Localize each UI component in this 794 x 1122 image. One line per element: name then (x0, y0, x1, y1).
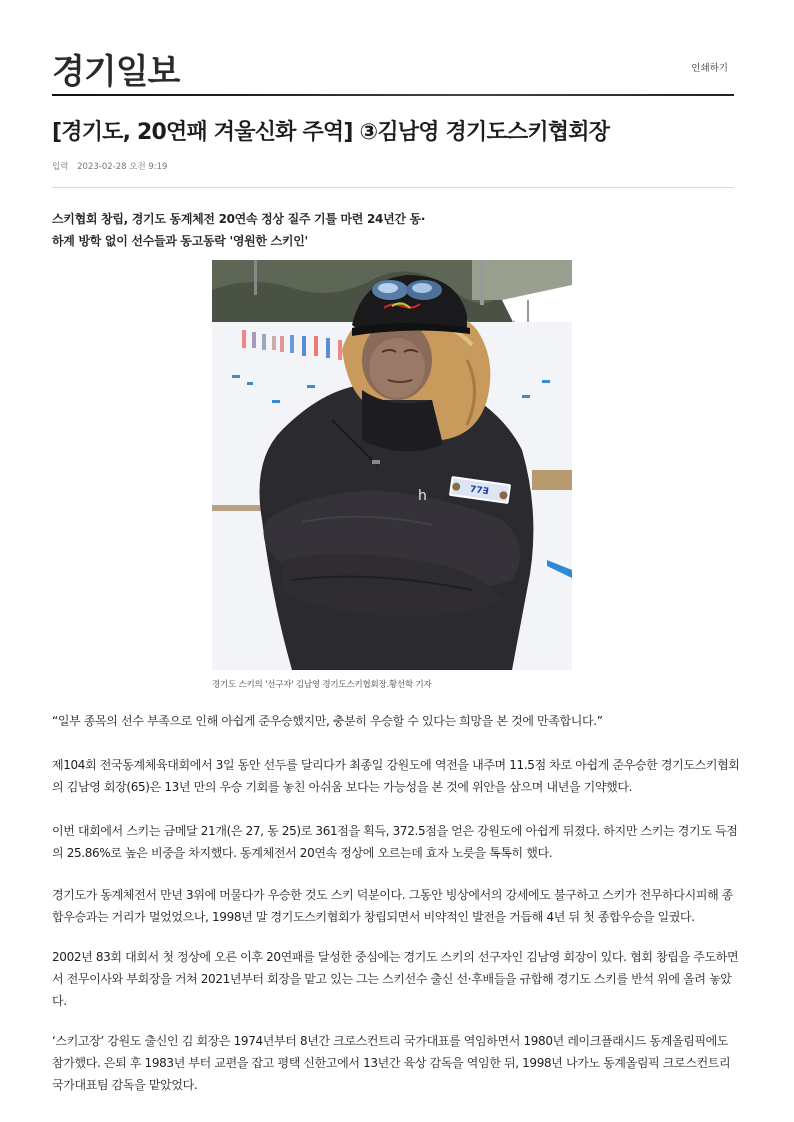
article-paragraph: 경기도가 동계체전서 만년 3위에 머물다가 우승한 것도 스키 덕분이다. 그동안 빙상에서의 강세에도 불구하고 스키가 전무하다시피해 종합우승과는 거리가 멀었었으나, 1998년 말 경기도스키협회가 창립되면서 비약적인 발전을 거듭해 4년 뒤 첫 종합우승을 일궜다. (52, 888, 734, 924)
print-link[interactable]: 인쇄하기 (691, 63, 728, 74)
article-subhead: 스키협회 창립, 경기도 동계체전 20연속 정상 질주 기틀 마련 24년간 동·하계 방학 없이 선수들과 동고동락 '영원한 스키인' (52, 212, 426, 248)
article-paragraph: 제104회 전국동계체육대회에서 3일 동안 선두를 달리다가 최종일 강원도에 역전을 내주며 11.5점 차로 아쉽게 준우승한 경기도스키협회의 김남영 회장(65)은 13년 만의 우승 기회를 놓친 아쉬움 보다는 가능성을 본 것에 위안을 삼으며 내년을 기약했다. (52, 758, 740, 794)
article-paragraph: 이번 대회에서 스키는 금메달 21개(은 27, 동 25)로 361점을 획득, 372.5점을 얻은 강원도에 아쉽게 뒤졌다. 하지만 스키는 경기도 득점의 25.86%로 높은 비중을 차지했다. 동계체전서 20연속 정상에 오르는데 효자 노릇을 톡톡히 했다. (52, 824, 738, 860)
photo-caption: 경기도 스키의 '선구자' 김남영 경기도스키협회장.황선학 기자 (212, 680, 432, 690)
article-headline: [경기도, 20연패 겨울신화 주역] ③김남영 경기도스키협회장 (52, 120, 610, 145)
svg-text:h: h (418, 488, 427, 504)
header-divider (52, 187, 734, 188)
svg-text:77∃: 77∃ (469, 484, 490, 498)
date-value: 2023-02-28 오전 9:19 (77, 162, 168, 172)
article-paragraph: ‘스키고장’ 강원도 출신인 김 회장은 1974년부터 8년간 크로스컨트리 국가대표를 역임하면서 1980년 레이크플래시드 동계올림픽에도 참가했다. 은퇴 후 1983년 부터 교편을 잡고 평택 신한고에서 13년간 육상 감독을 역임한 뒤, 1998년 나가노 동계올림픽 크로스컨트리 국가대표팀 감독을 맡았었다. (52, 1034, 731, 1092)
article-paragraph: 2002년 83회 대회서 첫 정상에 오른 이후 20연패를 달성한 중심에는 경기도 스키의 선구자인 김남영 회장이 있다. 협회 창립을 주도하면서 전무이사와 부회장을 거쳐 2021년부터 회장을 맡고 있는 그는 스키선수 출신 선·후배들을 규합해 경기도 스키를 반석 위에 올려 놓았다. (52, 950, 739, 1008)
article-paragraph-quote: “일부 종목의 선수 부족으로 인해 아쉽게 준우승했지만, 충분히 우승할 수 있다는 희망을 본 것에 만족합니다.” (52, 714, 603, 728)
date-label: 입력 (52, 162, 69, 172)
article-dateline (52, 160, 167, 172)
portrait-photo-illustration (212, 260, 572, 670)
newspaper-logo[interactable]: 경기일보 (52, 52, 180, 92)
article-photo (212, 260, 572, 670)
masthead-divider (52, 94, 734, 96)
